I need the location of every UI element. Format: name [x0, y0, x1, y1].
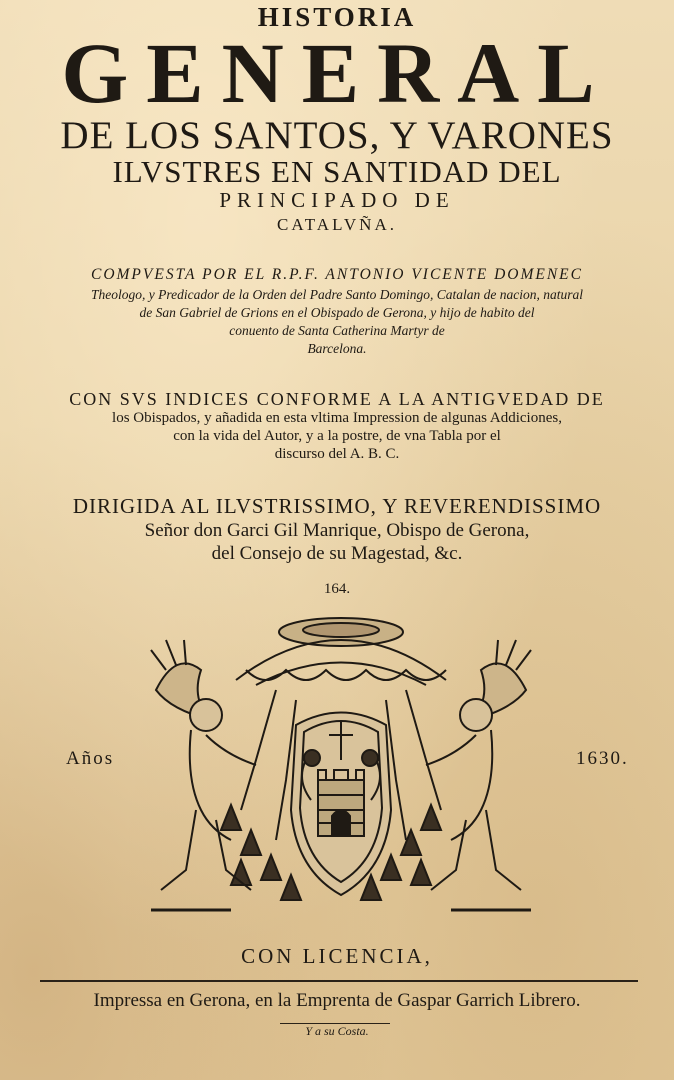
title-line-ilustres: ILVSTRES EN SANTIDAD DEL [112, 154, 562, 189]
catalog-number: 164. [323, 581, 351, 597]
imprint-rule [40, 980, 638, 982]
title-line-principado: PRINCIPADO DE [219, 188, 455, 212]
author-line-5: Barcelona. [307, 341, 367, 356]
author-line-2: Theologo, y Predicador de la Orden del Padre Santo Domingo, Catalan de nacion, natural [91, 287, 583, 302]
license-line: CON LICENCIA, [241, 944, 433, 968]
title-line-cataluna: CATALVÑA. [277, 215, 397, 234]
dedication-line-3: del Consejo de su Magestad, &c. [211, 543, 463, 564]
coat-of-arms-engraving-icon [146, 610, 536, 920]
author-line-1: COMPVESTA POR EL R.P.F. ANTONIO VICENTE DOMENEC [90, 266, 583, 283]
title-line-historia: HISTORIA [257, 2, 417, 32]
year-label-left: Años [66, 748, 115, 769]
indices-line-4: discurso del A. B. C. [274, 446, 400, 462]
author-line-4: conuento de Santa Catherina Martyr de [229, 323, 445, 338]
indices-line-2: los Obispados, y añadida en esta vltima Impression de algunas Addiciones, [112, 410, 562, 426]
imprint-line: Impressa en Gerona, en la Emprenta de Gaspar Garrich Librero. [93, 990, 581, 1011]
author-line-3: de San Gabriel de Grions en el Obispado de Gerona, y hijo de habito del [139, 305, 535, 320]
dedication-line-2: Señor don Garci Gil Manrique, Obispo de Gerona, [144, 520, 530, 541]
title-line-general: GENERAL [61, 25, 613, 121]
cost-note: Y a su Costa. [305, 1024, 369, 1038]
year-label-right: 1630. [576, 748, 629, 769]
indices-line-3: con la vida del Autor, y a la postre, de vna Tabla por el [173, 428, 501, 444]
dedication-line-1: DIRIGIDA AL ILVSTRISSIMO, Y REVERENDISSIMO [72, 494, 602, 518]
title-line-santos: DE LOS SANTOS, Y VARONES [60, 114, 614, 157]
indices-line-1: CON SVS INDICES CONFORME A LA ANTIGVEDAD DE [69, 389, 605, 409]
